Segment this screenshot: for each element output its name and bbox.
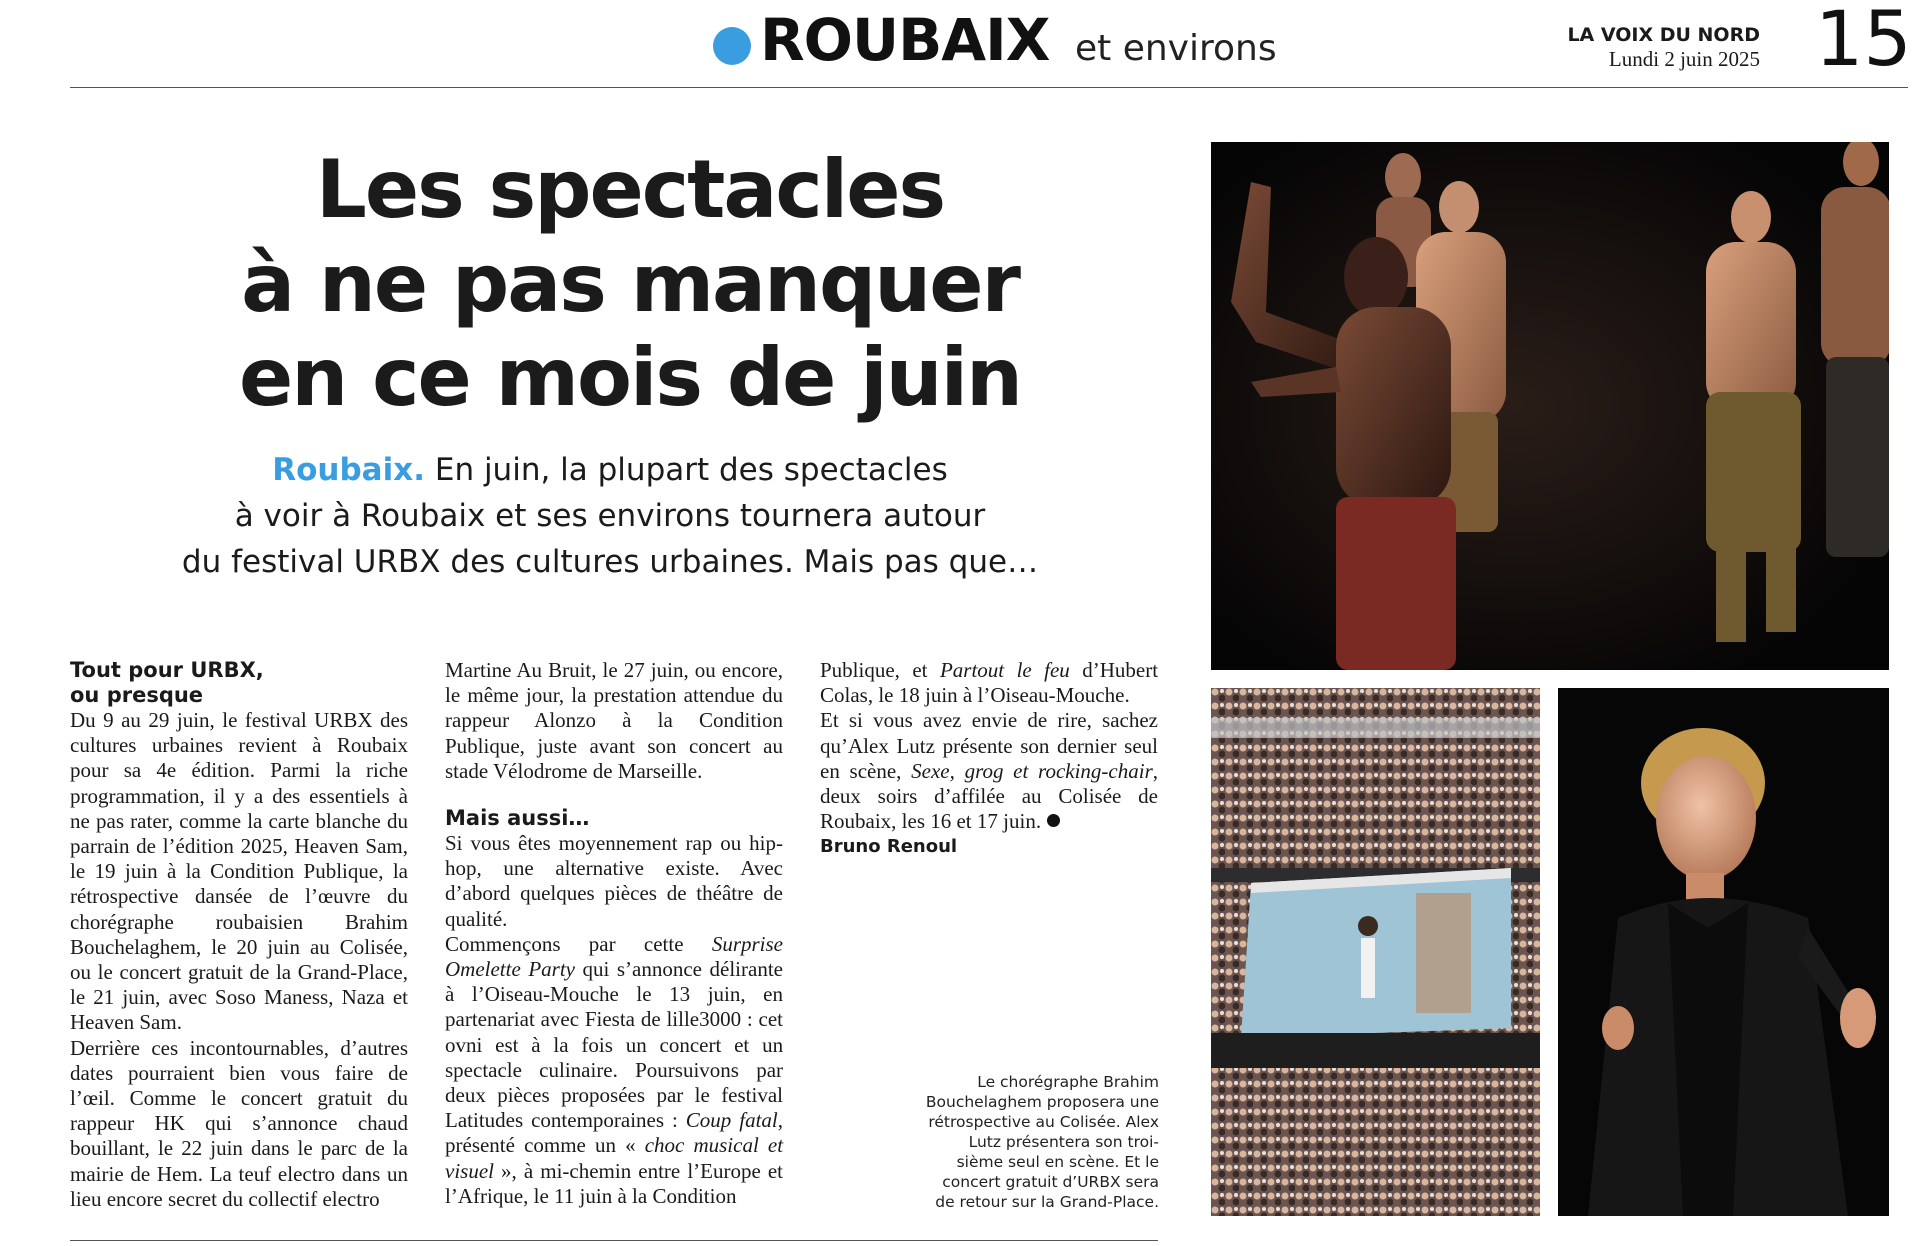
header-rule xyxy=(70,87,1908,88)
paragraph-continued: Martine Au Bruit, le 27 juin, ou encore, le même jour, la prestation attendue du rappeur Alonzo à la Condition Publique, juste avant son concert au stade Vélodrome de Marseille. xyxy=(445,658,783,783)
page-number: 15 xyxy=(1815,0,1912,83)
comedian-photo xyxy=(1558,688,1889,1216)
lead-paragraph xyxy=(150,447,1070,585)
article-column-3 xyxy=(820,658,1158,860)
photo-caption: Le chorégraphe Brahim Bouchelaghem proposera une rétrospective au Colisée. Alex Lutz présentera son troi- sième seul en scène. Et le concert gratuit d’URBX sera de retour sur la Grand-Place. xyxy=(925,1073,1159,1211)
footer-rule xyxy=(70,1240,1158,1241)
paragraph: Commençons par cette Surprise Omelette Party qui s’annonce délirante à l’Oiseau-Mouche le 13 juin, en partenariat avec Fiesta de lille3000 : cet ovni est à la fois un concert et un spectacle culinaire. Poursuivons par deux pièces proposées par le festival Latitudes contemporaines : Coup fatal, présenté comme un « choc musical et visuel », à mi-chemin entre l’Europe et l’Afrique, le 11 juin à la Condition xyxy=(445,931,784,1208)
lead-line: En juin, la plupart des spectacles xyxy=(425,452,948,488)
article-column-2 xyxy=(445,658,783,1209)
lead-line: à voir à Roubaix et ses environs tournera autour xyxy=(234,498,986,534)
headline xyxy=(170,143,1090,425)
article-column-1 xyxy=(70,658,408,1212)
subheading: Tout pour URBX, ou presque xyxy=(70,658,264,707)
paragraph: Si vous êtes moyennement rap ou hip-hop, une alternative existe. Avec d’abord quelques pièces de théâtre de qualité. xyxy=(445,831,783,931)
end-bullet xyxy=(1047,814,1060,827)
paragraph-continued: Publique, et Partout le feu d’Hubert Colas, le 18 juin à l’Oiseau-Mouche. xyxy=(820,658,1159,708)
headline-line: en ce mois de juin xyxy=(239,331,1021,424)
paragraph: Derrière ces incontournables, d’autres dates pourraient bien vous faire de l’œil. Comme le concert gratuit du rappeur HK qui s’annonce chaud bouillant, le 22 juin dans le parc de la mairie de Hem. La teuf electro dans un lieu encore secret du collectif electro xyxy=(70,1035,408,1211)
section-title: ROUBAIX xyxy=(760,6,1050,74)
dancers-photo xyxy=(1211,142,1889,670)
lead-line: du festival URBX des cultures urbaines. Mais pas que… xyxy=(181,544,1039,580)
paragraph: Du 9 au 29 juin, le festival URBX des cultures urbaines revient à Roubaix pour sa 4e édition. Parmi la riche programmation, il y a des essentiels à ne pas rater, comme la carte blanche du parrain de l’édition 2025, Heaven Sam, le 19 juin à la Condition Publique, la rétrospective dansée de l’œuvre du chorégraphe roubaisien Brahim Bouchelaghem, le 20 juin au Colisée, ou le concert gratuit de la Grand-Place, le 21 juin, avec Soso Maness, Naza et Heaven Sam. xyxy=(70,708,408,1035)
headline-line: Les spectacles xyxy=(315,143,945,236)
paragraph: Et si vous avez envie de rire, sachez qu’Alex Lutz présente son dernier seul en scène, Sexe, grog et rocking-chair, deux soirs d’affilée au Colisée de Roubaix, les 16 et 17 juin. xyxy=(820,708,1158,834)
section-subtitle: et environs xyxy=(1075,28,1277,69)
subheading: Mais aussi… xyxy=(445,806,590,831)
lead-place: Roubaix. xyxy=(272,452,425,488)
byline: Bruno Renoul xyxy=(820,836,958,858)
issue-date: Lundi 2 juin 2025 xyxy=(1608,47,1760,71)
newspaper-name: LA VOIX DU NORD xyxy=(1567,24,1760,46)
section-bullet xyxy=(713,27,751,65)
headline-line: à ne pas manquer xyxy=(241,237,1019,330)
concert-crowd-photo xyxy=(1211,688,1540,1216)
